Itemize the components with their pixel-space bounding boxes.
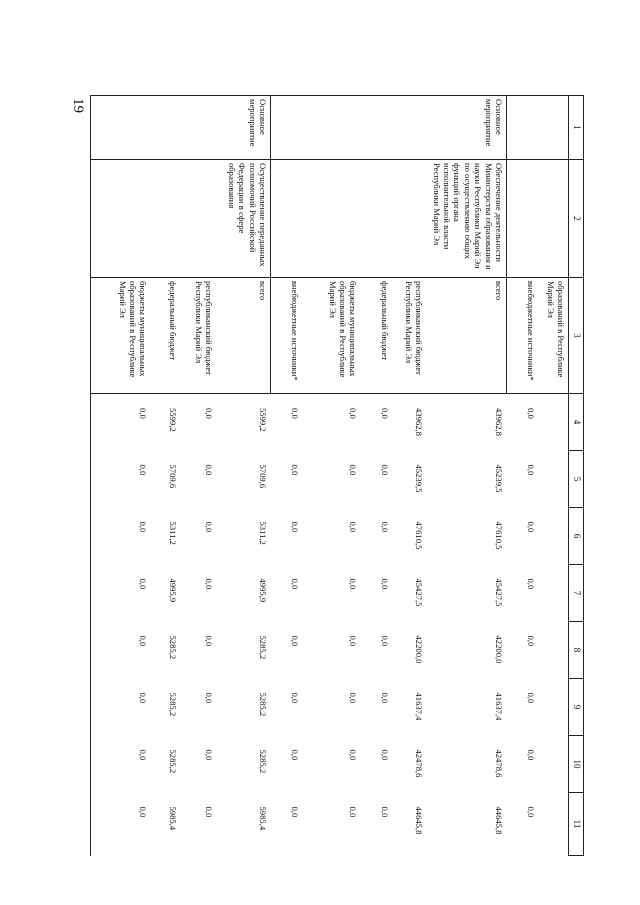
value-cell bbox=[539, 565, 569, 622]
value-cell: 0,0 bbox=[204, 521, 215, 533]
value-cell: 0,0 bbox=[204, 464, 215, 476]
row-name-cell bbox=[151, 160, 181, 278]
value-cell: 0,0 bbox=[348, 464, 359, 476]
funding-source-cell: внебюджетные источники* bbox=[271, 278, 303, 394]
rotated-table-wrapper bbox=[104, 95, 584, 855]
col-header: 5 bbox=[569, 451, 584, 508]
row-type-cell bbox=[393, 96, 427, 160]
funding-source-cell: всего bbox=[427, 278, 507, 394]
row-name-cell bbox=[271, 160, 303, 278]
value-cell bbox=[539, 451, 569, 508]
value-cell: 0,0 bbox=[526, 749, 537, 761]
funding-source-cell: всего bbox=[217, 278, 271, 394]
row-name-cell bbox=[91, 160, 151, 278]
table-row bbox=[361, 96, 393, 856]
value-cell: 42478,6 bbox=[494, 749, 505, 778]
value-cell: 5599,2 bbox=[168, 408, 179, 432]
value-cell bbox=[539, 508, 569, 565]
row-name-cell bbox=[361, 160, 393, 278]
col-header: 1 bbox=[569, 96, 584, 160]
value-cell bbox=[539, 622, 569, 679]
value-cell: 0,0 bbox=[348, 692, 359, 704]
value-cell: 42200,0 bbox=[414, 635, 425, 664]
value-cell: 0,0 bbox=[290, 578, 301, 590]
value-cell: 0,0 bbox=[290, 692, 301, 704]
value-cell: 47610,5 bbox=[494, 521, 505, 550]
table-row bbox=[303, 96, 361, 856]
table-row bbox=[151, 96, 181, 856]
value-cell: 5709,6 bbox=[168, 464, 179, 489]
value-cell: 0,0 bbox=[91, 451, 151, 508]
funding-source-cell: республиканский бюджет Республики Марий Эл bbox=[181, 278, 217, 394]
row-type-cell bbox=[361, 96, 393, 160]
value-cell: 0,0 bbox=[204, 635, 215, 647]
value-cell: 0,0 bbox=[348, 578, 359, 590]
row-name-cell bbox=[507, 160, 539, 278]
value-cell: 4995,9 bbox=[168, 578, 179, 603]
value-cell: 47610,5 bbox=[414, 521, 425, 550]
value-cell bbox=[539, 394, 569, 451]
value-cell: 5285,2 bbox=[258, 749, 269, 774]
col-header: 6 bbox=[569, 508, 584, 565]
row-name-cell: Обеспечение деятельности Министерства образования и науки Республики Марий Эл по осуществлению общих функций органа исполнительной власти Республики Марий Эл bbox=[427, 160, 507, 278]
value-cell: 0,0 bbox=[380, 464, 391, 476]
table-row bbox=[539, 96, 569, 856]
value-cell bbox=[539, 793, 569, 856]
value-cell: 0,0 bbox=[526, 578, 537, 590]
value-cell: 0,0 bbox=[204, 408, 215, 419]
row-name-cell: Осуществление переданных полномочий Российской Федерации в сфере образования bbox=[217, 160, 271, 278]
value-cell: 0,0 bbox=[380, 635, 391, 647]
col-header: 7 bbox=[569, 565, 584, 622]
value-cell: 44645,8 bbox=[414, 806, 425, 835]
funding-source-cell: республиканский бюджет Республики Марий Эл bbox=[393, 278, 427, 394]
value-cell: 5285,2 bbox=[168, 635, 179, 660]
row-type-cell bbox=[303, 96, 361, 160]
value-cell: 0,0 bbox=[290, 408, 301, 419]
value-cell: 0,0 bbox=[348, 635, 359, 647]
value-cell: 5285,2 bbox=[258, 635, 269, 660]
funding-source-cell: образований в Республике Марий Эл bbox=[539, 278, 569, 394]
value-cell: 0,0 bbox=[290, 521, 301, 533]
value-cell: 41637,4 bbox=[414, 692, 425, 721]
value-cell: 5985,4 bbox=[168, 806, 179, 831]
funding-source-cell: бюджеты муниципальных образований в Республике Марий Эл bbox=[91, 278, 151, 394]
value-cell: 0,0 bbox=[204, 578, 215, 590]
col-header: 8 bbox=[569, 622, 584, 679]
value-cell: 41637,4 bbox=[494, 692, 505, 721]
value-cell: 45427,5 bbox=[494, 578, 505, 607]
value-cell: 43962,8 bbox=[494, 408, 505, 436]
row-name-cell bbox=[303, 160, 361, 278]
table-row bbox=[393, 96, 427, 856]
value-cell: 0,0 bbox=[380, 692, 391, 704]
value-cell: 0,0 bbox=[526, 464, 537, 476]
value-cell: 0,0 bbox=[348, 521, 359, 533]
row-type-cell bbox=[539, 96, 569, 160]
row-name-cell bbox=[539, 160, 569, 278]
value-cell: 4995,9 bbox=[258, 578, 269, 603]
value-cell: 0,0 bbox=[348, 408, 359, 419]
funding-source-cell: бюджеты муниципальных образований в Республике Марий Эл bbox=[303, 278, 361, 394]
col-header: 2 bbox=[569, 160, 584, 278]
table-row bbox=[91, 96, 151, 856]
value-cell: 43962,8 bbox=[414, 408, 425, 436]
value-cell: 0,0 bbox=[380, 578, 391, 590]
value-cell: 44645,8 bbox=[494, 806, 505, 835]
row-type-cell: Основное мероприятие bbox=[217, 96, 271, 160]
value-cell: 0,0 bbox=[204, 749, 215, 761]
value-cell: 0,0 bbox=[380, 521, 391, 533]
value-cell: 5285,2 bbox=[258, 692, 269, 717]
value-cell: 0,0 bbox=[380, 749, 391, 761]
value-cell: 5709,6 bbox=[258, 464, 269, 489]
table-body bbox=[91, 96, 569, 856]
value-cell: 0,0 bbox=[380, 408, 391, 419]
value-cell: 45239,5 bbox=[494, 464, 505, 493]
funding-source-cell: внебюджетные источники* bbox=[507, 278, 539, 394]
row-type-cell bbox=[151, 96, 181, 160]
col-header: 3 bbox=[569, 278, 584, 394]
value-cell bbox=[539, 736, 569, 793]
table-row bbox=[181, 96, 217, 856]
value-cell: 42200,0 bbox=[494, 635, 505, 664]
funding-source-cell: федеральный бюджет bbox=[151, 278, 181, 394]
table-row bbox=[217, 96, 271, 856]
value-cell: 0,0 bbox=[290, 749, 301, 761]
value-cell: 0,0 bbox=[91, 793, 151, 856]
row-type-cell: Основное мероприятие bbox=[427, 96, 507, 160]
value-cell: 0,0 bbox=[91, 622, 151, 679]
value-cell: 0,0 bbox=[204, 806, 215, 818]
col-header: 4 bbox=[569, 394, 584, 451]
value-cell bbox=[539, 679, 569, 736]
value-cell: 0,0 bbox=[91, 565, 151, 622]
value-cell: 0,0 bbox=[290, 635, 301, 647]
value-cell: 0,0 bbox=[91, 508, 151, 565]
table-row bbox=[271, 96, 303, 856]
value-cell: 0,0 bbox=[526, 806, 537, 818]
row-type-cell bbox=[271, 96, 303, 160]
value-cell: 5285,2 bbox=[168, 749, 179, 774]
col-header: 10 bbox=[569, 736, 584, 793]
row-type-cell bbox=[91, 96, 151, 160]
value-cell: 0,0 bbox=[91, 394, 151, 451]
value-cell: 0,0 bbox=[526, 635, 537, 647]
value-cell: 5311,2 bbox=[168, 521, 179, 545]
value-cell: 5985,4 bbox=[258, 806, 269, 831]
value-cell: 0,0 bbox=[526, 692, 537, 704]
value-cell: 0,0 bbox=[290, 464, 301, 476]
row-type-cell bbox=[181, 96, 217, 160]
table-row bbox=[507, 96, 539, 856]
value-cell: 0,0 bbox=[290, 806, 301, 818]
value-cell: 42478,6 bbox=[414, 749, 425, 778]
value-cell: 5311,2 bbox=[258, 521, 269, 545]
value-cell: 0,0 bbox=[91, 736, 151, 793]
value-cell: 0,0 bbox=[348, 806, 359, 818]
value-cell: 0,0 bbox=[526, 408, 537, 419]
value-cell: 0,0 bbox=[348, 749, 359, 761]
header-row bbox=[569, 96, 584, 856]
value-cell: 5599,2 bbox=[258, 408, 269, 432]
col-header: 11 bbox=[569, 793, 584, 856]
value-cell: 45427,5 bbox=[414, 578, 425, 607]
budget-table bbox=[90, 95, 584, 856]
value-cell: 5285,2 bbox=[168, 692, 179, 717]
value-cell: 0,0 bbox=[380, 806, 391, 818]
value-cell: 0,0 bbox=[204, 692, 215, 704]
value-cell: 45239,5 bbox=[414, 464, 425, 493]
row-name-cell bbox=[181, 160, 217, 278]
col-header: 9 bbox=[569, 679, 584, 736]
funding-source-cell: федеральный бюджет bbox=[361, 278, 393, 394]
value-cell: 0,0 bbox=[526, 521, 537, 533]
page-number: 19 bbox=[70, 98, 86, 113]
row-name-cell bbox=[393, 160, 427, 278]
row-type-cell bbox=[507, 96, 539, 160]
value-cell: 0,0 bbox=[91, 679, 151, 736]
table-row bbox=[427, 96, 507, 856]
